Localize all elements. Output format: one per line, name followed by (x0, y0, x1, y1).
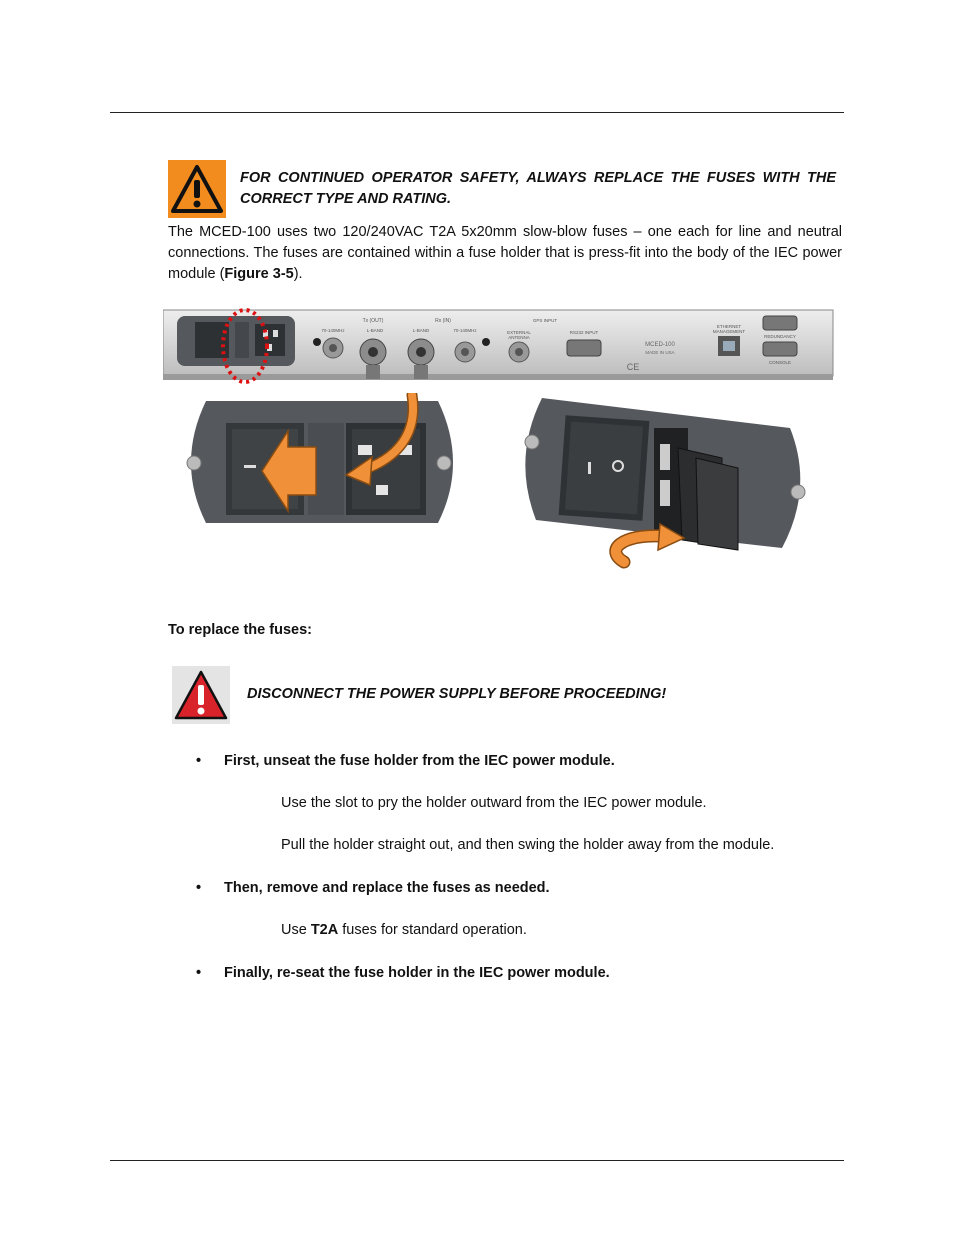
bullet-glyph: • (196, 965, 202, 981)
step-1-label: First, unseat the fuse holder from the IEC power module. (224, 753, 615, 769)
step-2-label: Then, remove and replace the fuses as needed. (224, 880, 550, 896)
redundancy-label: REDUNDANCY (764, 334, 796, 339)
rx-label: Rx (IN) (435, 318, 451, 324)
console-label: CONSOLE (768, 360, 792, 365)
step-2-sub-text: Use (281, 922, 311, 938)
rx-lband-label: L-BAND (412, 328, 430, 333)
step-1 (196, 753, 615, 769)
gps-label: GPS INPUT (532, 318, 558, 323)
ethernet-label: ETHERNET MANAGEMENT (712, 324, 746, 335)
rs232-label: RS232 INPUT (569, 330, 599, 335)
ext-antenna-label: EXTERNAL ANTENNA (507, 330, 531, 341)
warning-text: FOR CONTINUED OPERATOR SAFETY, ALWAYS REPLACE THE FUSES WITH THE CORRECT TYPE AND RATING. (240, 170, 836, 207)
step-3-label: Finally, re-seat the fuse holder in the IEC power module. (224, 965, 610, 981)
step-2-sub-1 (281, 922, 527, 938)
danger-text: DISCONNECT THE POWER SUPPLY BEFORE PROCEEDING! (247, 686, 667, 702)
step-2-sub-text-end: fuses for standard operation. (338, 922, 527, 938)
fuse-holder-removed (512, 388, 814, 573)
intro-text: The MCED-100 uses two 120/240VAC T2A 5x20mm slow-blow fuses – one each for line and neutral connections. The fuses are contained within a fuse holder that is press-fit into the body of the IEC power module ( (168, 224, 842, 282)
tx-if-label: 70-140MHz (321, 328, 345, 333)
power-module-closeup (176, 393, 468, 531)
ce-mark: CE (626, 362, 640, 372)
bullet-glyph: • (196, 753, 202, 769)
step-1-sub-2: Pull the holder straight out, and then swing the holder away from the module. (281, 837, 775, 853)
rx-if-label: 70-140MHz (453, 328, 477, 333)
procedure-title: To replace the fuses: (168, 622, 312, 638)
figure-reference: Figure 3-5 (224, 266, 294, 282)
fuse-type: T2A (310, 922, 339, 938)
danger-icon (172, 666, 230, 724)
warning-icon (168, 160, 226, 218)
tx-lband-label: L-BAND (366, 328, 384, 333)
intro-paragraph (168, 222, 842, 285)
made-in-label: MADE IN USA (645, 350, 675, 355)
model-label: MCED-100 (645, 342, 675, 348)
header-rule (110, 112, 844, 113)
rear-panel-photo (163, 308, 835, 388)
step-3 (196, 965, 610, 981)
intro-text-end: ). (293, 266, 303, 282)
bullet-glyph: • (196, 880, 202, 896)
footer-rule (110, 1160, 844, 1161)
step-1-sub-1: Use the slot to pry the holder outward from the IEC power module. (281, 795, 707, 811)
step-2 (196, 880, 550, 896)
tx-label: Tx (OUT) (362, 318, 384, 324)
